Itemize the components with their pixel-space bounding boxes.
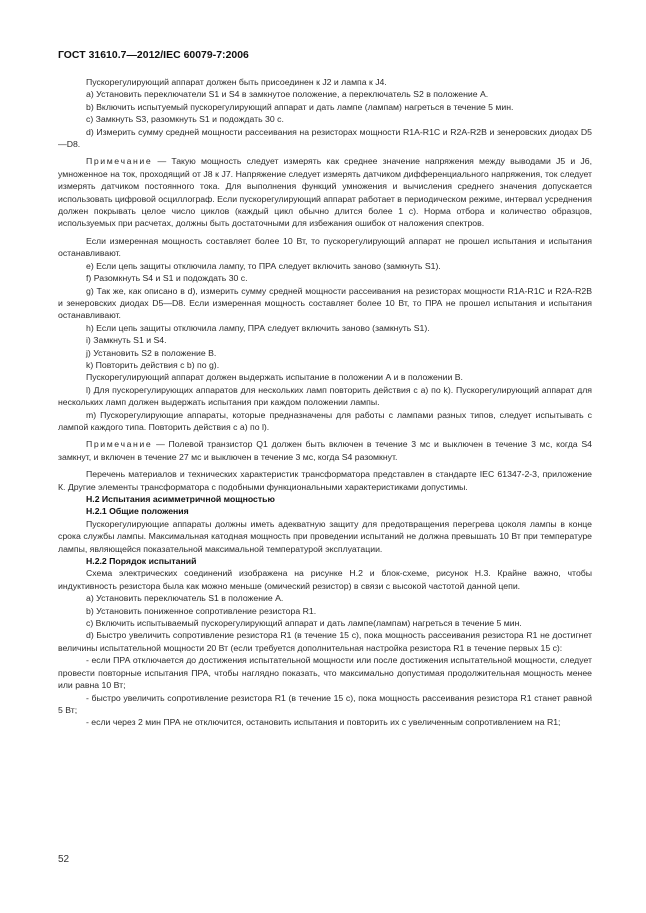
body-paragraph: c) Замкнуть S3, разомкнуть S1 и подождать 30 с. [86, 114, 284, 125]
body-paragraph: l) Для пускорегулирующих аппаратов для нескольких ламп повторить действия с a) по k). Пускорегулирующий аппарат для нескольких ламп должен выдержать испытания при каждом положении лампы. [58, 384, 592, 408]
body-paragraph: - быстро увеличить сопротивление резистора R1 (в течение 15 с), пока мощность рассеивания резистора R1 станет равной 5 Вт; [58, 692, 592, 715]
note-label: Примечание [86, 439, 153, 450]
body-paragraph: k) Повторить действия с b) по g). [86, 359, 220, 370]
note-label: Примечание [86, 156, 153, 167]
section-heading: Н.2.2 Порядок испытаний [86, 556, 197, 567]
note-paragraph [58, 155, 592, 229]
body-paragraph: m) Пускорегулирующие аппараты, которые предназначены для работы с лампами разных типов, следует испытывать с лампой каждого типа. Повторить действия с a) по l). [58, 409, 592, 432]
body-paragraph: i) Замкнуть S1 и S4. [86, 335, 167, 346]
note-paragraph [58, 438, 592, 463]
document-body [58, 76, 592, 729]
body-paragraph: Пускорегулирующий аппарат должен быть присоединен к J2 и лампа к J4. [86, 77, 387, 87]
section-heading: Н.2.1 Общие положения [86, 506, 189, 517]
body-paragraph: a) Установить переключатель S1 в положение А. [86, 593, 284, 604]
body-paragraph: d) Быстро увеличить сопротивление резистора R1 (в течение 15 с), пока мощность рассеивания резистора R1 не достигнет величины испытательной мощности 20 Вт (если требуется дополнительная настройка резистора R1 в течение первых 15 с): [58, 630, 592, 653]
body-paragraph: f) Разомкнуть S4 и S1 и подождать 30 с. [86, 273, 248, 284]
body-paragraph: - если ПРА отключается до достижения испытательной мощности или после достижения испытательной мощности, следует провести повторные испытания ПРА, чтобы наглядно показать, что максимально допустимая продолжительная мощность менее или равна 10 Вт; [58, 655, 592, 691]
body-paragraph: Пускорегулирующий аппарат должен выдержать испытание в положении А и в положении В. [86, 372, 463, 383]
note-text: — Такую мощность следует измерять как среднее значение напряжения между выводами J5 и J6, умноженное на ток, проходящий от J8 к J7. Напряжение следует измерять датчиком дифференциального напряжения, ток следует измерять датчиком постоянного тока. Для выполнения функций умножения и вычисления среднего значения допускается использовать цифровой осциллограф. Если пускорегулирующий аппарат работает в периодическом режиме, интервал усреднения должен покрывать целое число циклов (каждый цикл обычно длится более 1 с). Норма отбора и количество образцов, используемых при расчетах, должны быть достаточными для избежания ошибок от наложения спектров. [58, 156, 592, 229]
body-paragraph: b) Включить испытуемый пускорегулирующий аппарат и дать лампе (лампам) нагреться в течение 5 мин. [86, 101, 514, 112]
body-paragraph: d) Измерить сумму средней мощности рассеивания на резисторах мощности R1A-R1C и R2A-R2B и зенеровских диодах D5—D8. [58, 126, 592, 150]
section-heading: Н.2 Испытания асимметричной мощностью [86, 494, 275, 504]
body-paragraph: Схема электрических соединений изображена на рисунке Н.2 и блок-схеме, рисунок Н.3. Крайне важно, чтобы индуктивность резистора была как можно меньше (омический резистор) в связи с высокой частотой данной цепи. [58, 568, 592, 591]
body-paragraph: a) Установить переключатели S1 и S4 в замкнутое положение, а переключатель S2 в положение А. [86, 89, 489, 100]
document-header: ГОСТ 31610.7—2012/IEC 60079-7:2006 [58, 50, 249, 61]
body-paragraph: j) Установить S2 в положение В. [86, 347, 217, 358]
body-paragraph: Пускорегулирующие аппараты должны иметь адекватную защиту для предотвращения перегрева цоколя лампы в конце срока службы лампы. Максимальная катодная мощность при проведении испытаний не должна превышать 10 Вт при температуре лампы, являющейся показательной максимальной температурой эксплуатации. [58, 518, 592, 554]
body-paragraph: - если через 2 мин ПРА не отключится, остановить испытания и повторить их с увеличенным сопротивлением на R1; [86, 717, 561, 728]
body-paragraph: h) Если цепь защиты отключила лампу, ПРА следует включить заново (замкнуть S1). [86, 322, 430, 333]
body-paragraph: g) Так же, как описано в d), измерить сумму средней мощности рассеивания на резисторах мощности R1A-R1C и R2A-R2B и зенеровских диодах D5—D8. Если измеренная мощность составляет более 10 Вт, то ПРА не прошел испытания и испытания останавливают. [58, 285, 592, 321]
page-number: 52 [58, 854, 70, 865]
body-paragraph: b) Установить пониженное сопротивление резистора R1. [86, 605, 317, 616]
note-text: — Полевой транзистор Q1 должен быть включен в течение 3 мс и выключен в течение 3 мс, когда S4 замкнут, и включен в течение 27 мс и выключен в течение 3 мс, когда S4 разомкнут. [58, 439, 592, 462]
body-paragraph: e) Если цепь защиты отключила лампу, то ПРА следует включить заново (замкнуть S1). [86, 260, 441, 271]
body-paragraph: Перечень материалов и технических характеристик трансформатора представлен в стандарте IEC 61347-2-3, приложение К. Другие элементы трансформатора с подобными функциональными характеристиками допустимы. [58, 469, 592, 492]
body-paragraph: Если измеренная мощность составляет более 10 Вт, то пускорегулирующий аппарат не прошел испытания и испытания останавливают. [58, 235, 592, 259]
body-paragraph: c) Включить испытываемый пускорегулирующий аппарат и дать лампе(лампам) нагреться в течение 5 мин. [86, 618, 522, 629]
